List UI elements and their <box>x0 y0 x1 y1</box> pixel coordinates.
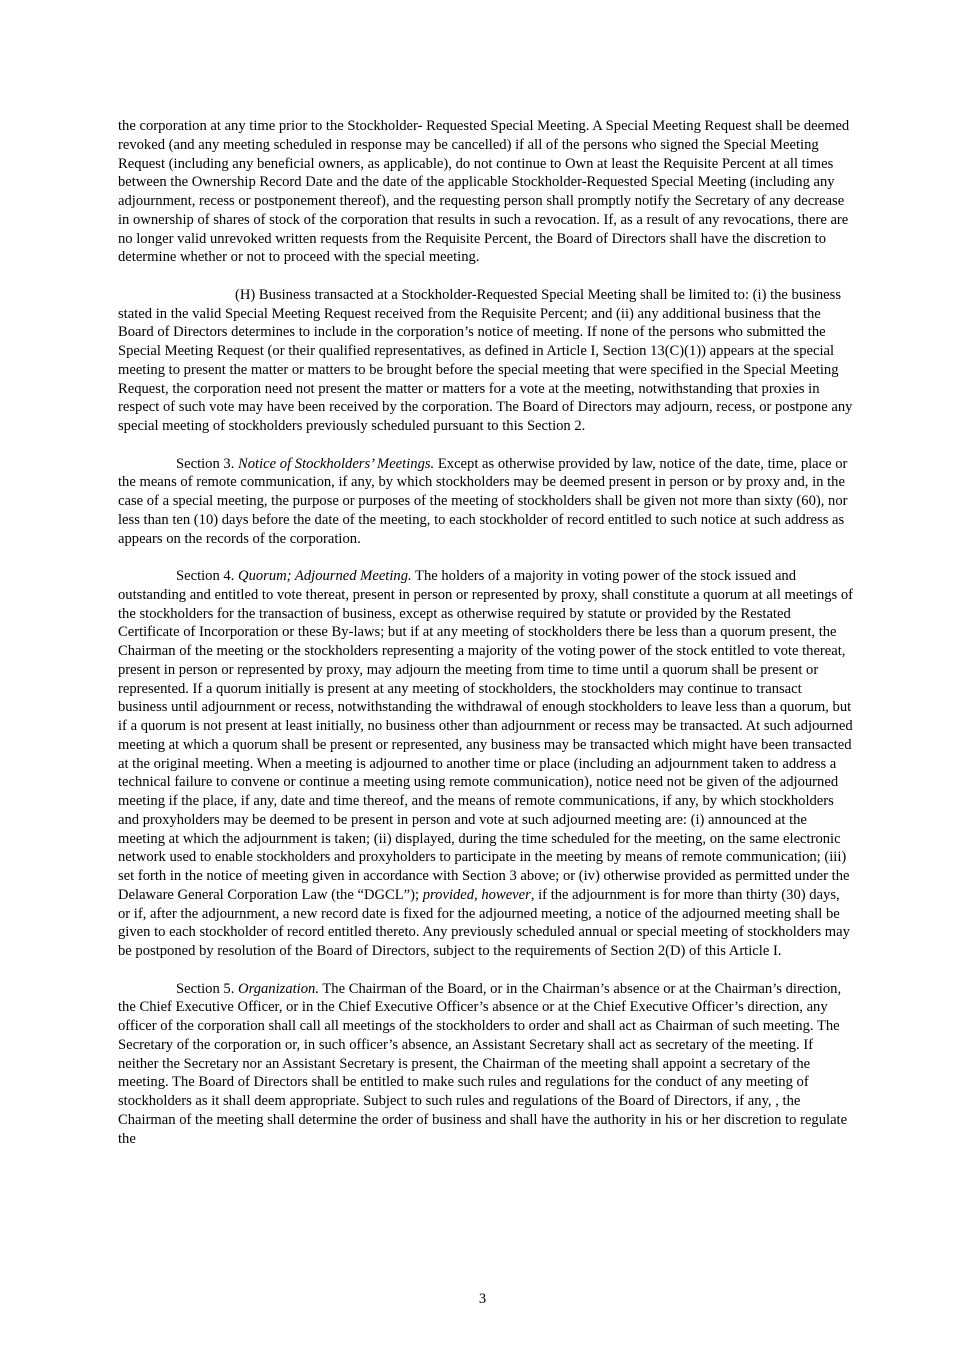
paragraph-continuation: the corporation at any time prior to the Stockholder- Requested Special Meeting. A Special Meeting Request shall be deemed revoked (and any meeting scheduled in response may be cancelled) if all of the persons who signed the Special Meeting Request (including any beneficial owners, as applicable), do not continue to Own at least the Requisite Percent at all times between the Ownership Record Date and the date of the applicable Stockholder-Requested Special Meeting (including any adjournment, recess or postponement thereof), and the requesting person shall promptly notify the Secretary of any decrease in ownership of shares of stock of the corporation that results in such a revocation. If, as a result of any revocations, there are no longer valid unrevoked written requests from the Requisite Percent, the Board of Directors shall have the discretion to determine whether or not to proceed with the special meeting. <box>118 118 850 266</box>
document-body <box>118 117 854 1167</box>
section-5-paragraph <box>118 980 854 1149</box>
section-5-label: Section 5. <box>176 980 235 997</box>
section-4-label: Section 4. <box>176 568 235 584</box>
section-4-however: however <box>481 886 531 903</box>
section-4-heading: Quorum; Adjourned Meeting. <box>238 568 412 584</box>
section-4-comma: , <box>474 886 482 903</box>
section-5-heading: Organization. <box>238 980 319 997</box>
section-4-provided: provided <box>422 886 475 903</box>
section-3-heading: Notice of Stockholders’ Meetings. <box>238 455 435 472</box>
section-3-paragraph <box>118 455 854 549</box>
section-3-text: Except as otherwise provided by law, notice of the date, time, place or the means of remote communication, if any, by which stockholders may be deemed present in person or by proxy and, in the case of a special meeting, the purpose or purposes of the meeting of stockholders shall be given not more than sixty (60), nor less than ten (10) days before the date of the meeting, to each stockholder of record entitled to such notice at such address as appears on the records of the corporation. <box>118 455 848 547</box>
section-3-label: Section 3. <box>176 455 235 472</box>
paragraph-h: (H) Business transacted at a Stockholder-Requested Special Meeting shall be limited to: (i) the business stated in the valid Special Meeting Request received from the Requisite Percent; and (ii) any additional business that the Board of Directors determines to include in the corporation’s notice of meeting. If none of the persons who submitted the Special Meeting Request (or their qualified representatives, as defined in Article I, Section 13(C)(1)) appears at the special meeting to present the matter or matters to be brought before the special meeting that were specified in the Special Meeting Request, the corporation need not present the matter or matters for a vote at the meeting, notwithstanding that proxies in respect of such vote may have been received by the corporation. The Board of Directors may adjourn, recess, or postpone any special meeting of stockholders previously scheduled pursuant to this Section 2. <box>118 286 853 434</box>
section-4-text-a: The holders of a majority in voting power of the stock issued and outstanding and entitled to vote thereat, present in person or represented by proxy, shall constitute a quorum at all meetings of the stockholders for the transaction of business, except as otherwise required by statute or provided by the Restated Certificate of Incorporation or these By-laws; but if at any meeting of stockholders there be less than a quorum present, the Chairman of the meeting or the stockholders representing a majority of the voting power of the stock entitled to vote thereat, present in person or represented by proxy, may adjourn the meeting from time to time until a quorum shall be present or represented. If a quorum initially is present at any meeting of stockholders, the stockholders may continue to transact business until adjournment or recess, notwithstanding the withdrawal of enough stockholders to leave less than a quorum, but if a quorum is not present at least initially, no business other than adjournment or recess may be transacted. At such adjourned meeting at which a quorum shall be present or represented, any business may be transacted which might have been transacted at the original meeting. When a meeting is adjourned to another time or place (including an adjournment taken to address a technical failure to convene or continue a meeting using remote communication), notice need not be given of the adjourned meeting if the place, if any, date and time thereof, and the means of remote communications, if any, by which stockholders and proxyholders may be deemed to be present in person and vote at such adjourned meeting are: (i) announced at the meeting at which the adjournment is taken; (ii) displayed, during the time scheduled for the meeting, on the same electronic network used to enable stockholders and proxyholders to participate in the meeting by means of remote communication; (iii) set forth in the notice of meeting given in accordance with Section 3 above; or (iv) otherwise provided as permitted under the Delaware General Corporation Law (the “DGCL”); <box>118 568 854 903</box>
section-4-paragraph <box>118 567 854 961</box>
section-5-text: The Chairman of the Board, or in the Chairman’s absence or at the Chairman’s direction, the Chief Executive Officer, or in the Chief Executive Officer’s absence or at the Chief Executive Officer’s direction, any officer of the corporation shall call all meetings of the stockholders to order and shall act as Chairman of such meeting. The Secretary of the corporation or, in such officer’s absence, an Assistant Secretary shall act as secretary of the meeting. If neither the Secretary nor an Assistant Secretary is present, the Chairman of the meeting shall appoint a secretary of the meeting. The Board of Directors shall be entitled to make such rules and regulations for the conduct of any meeting of stockholders as it shall deem appropriate. Subject to such rules and regulations of the Board of Directors, if any, , the Chairman of the meeting shall determine the order of business and shall have the authority in his or her discretion to regulate the <box>118 980 848 1147</box>
section-4-text-b: , if the adjournment is for more than thirty (30) days, or if, after the adjournment, a new record date is fixed for the adjourned meeting, a notice of the adjourned meeting shall be given to each stockholder of record entitled thereto. Any previously scheduled annual or special meeting of stockholders may be postponed by resolution of the Board of Directors, subject to the requirements of Section 2(D) of this Article I. <box>118 886 850 959</box>
page-number: 3 <box>478 1291 487 1307</box>
